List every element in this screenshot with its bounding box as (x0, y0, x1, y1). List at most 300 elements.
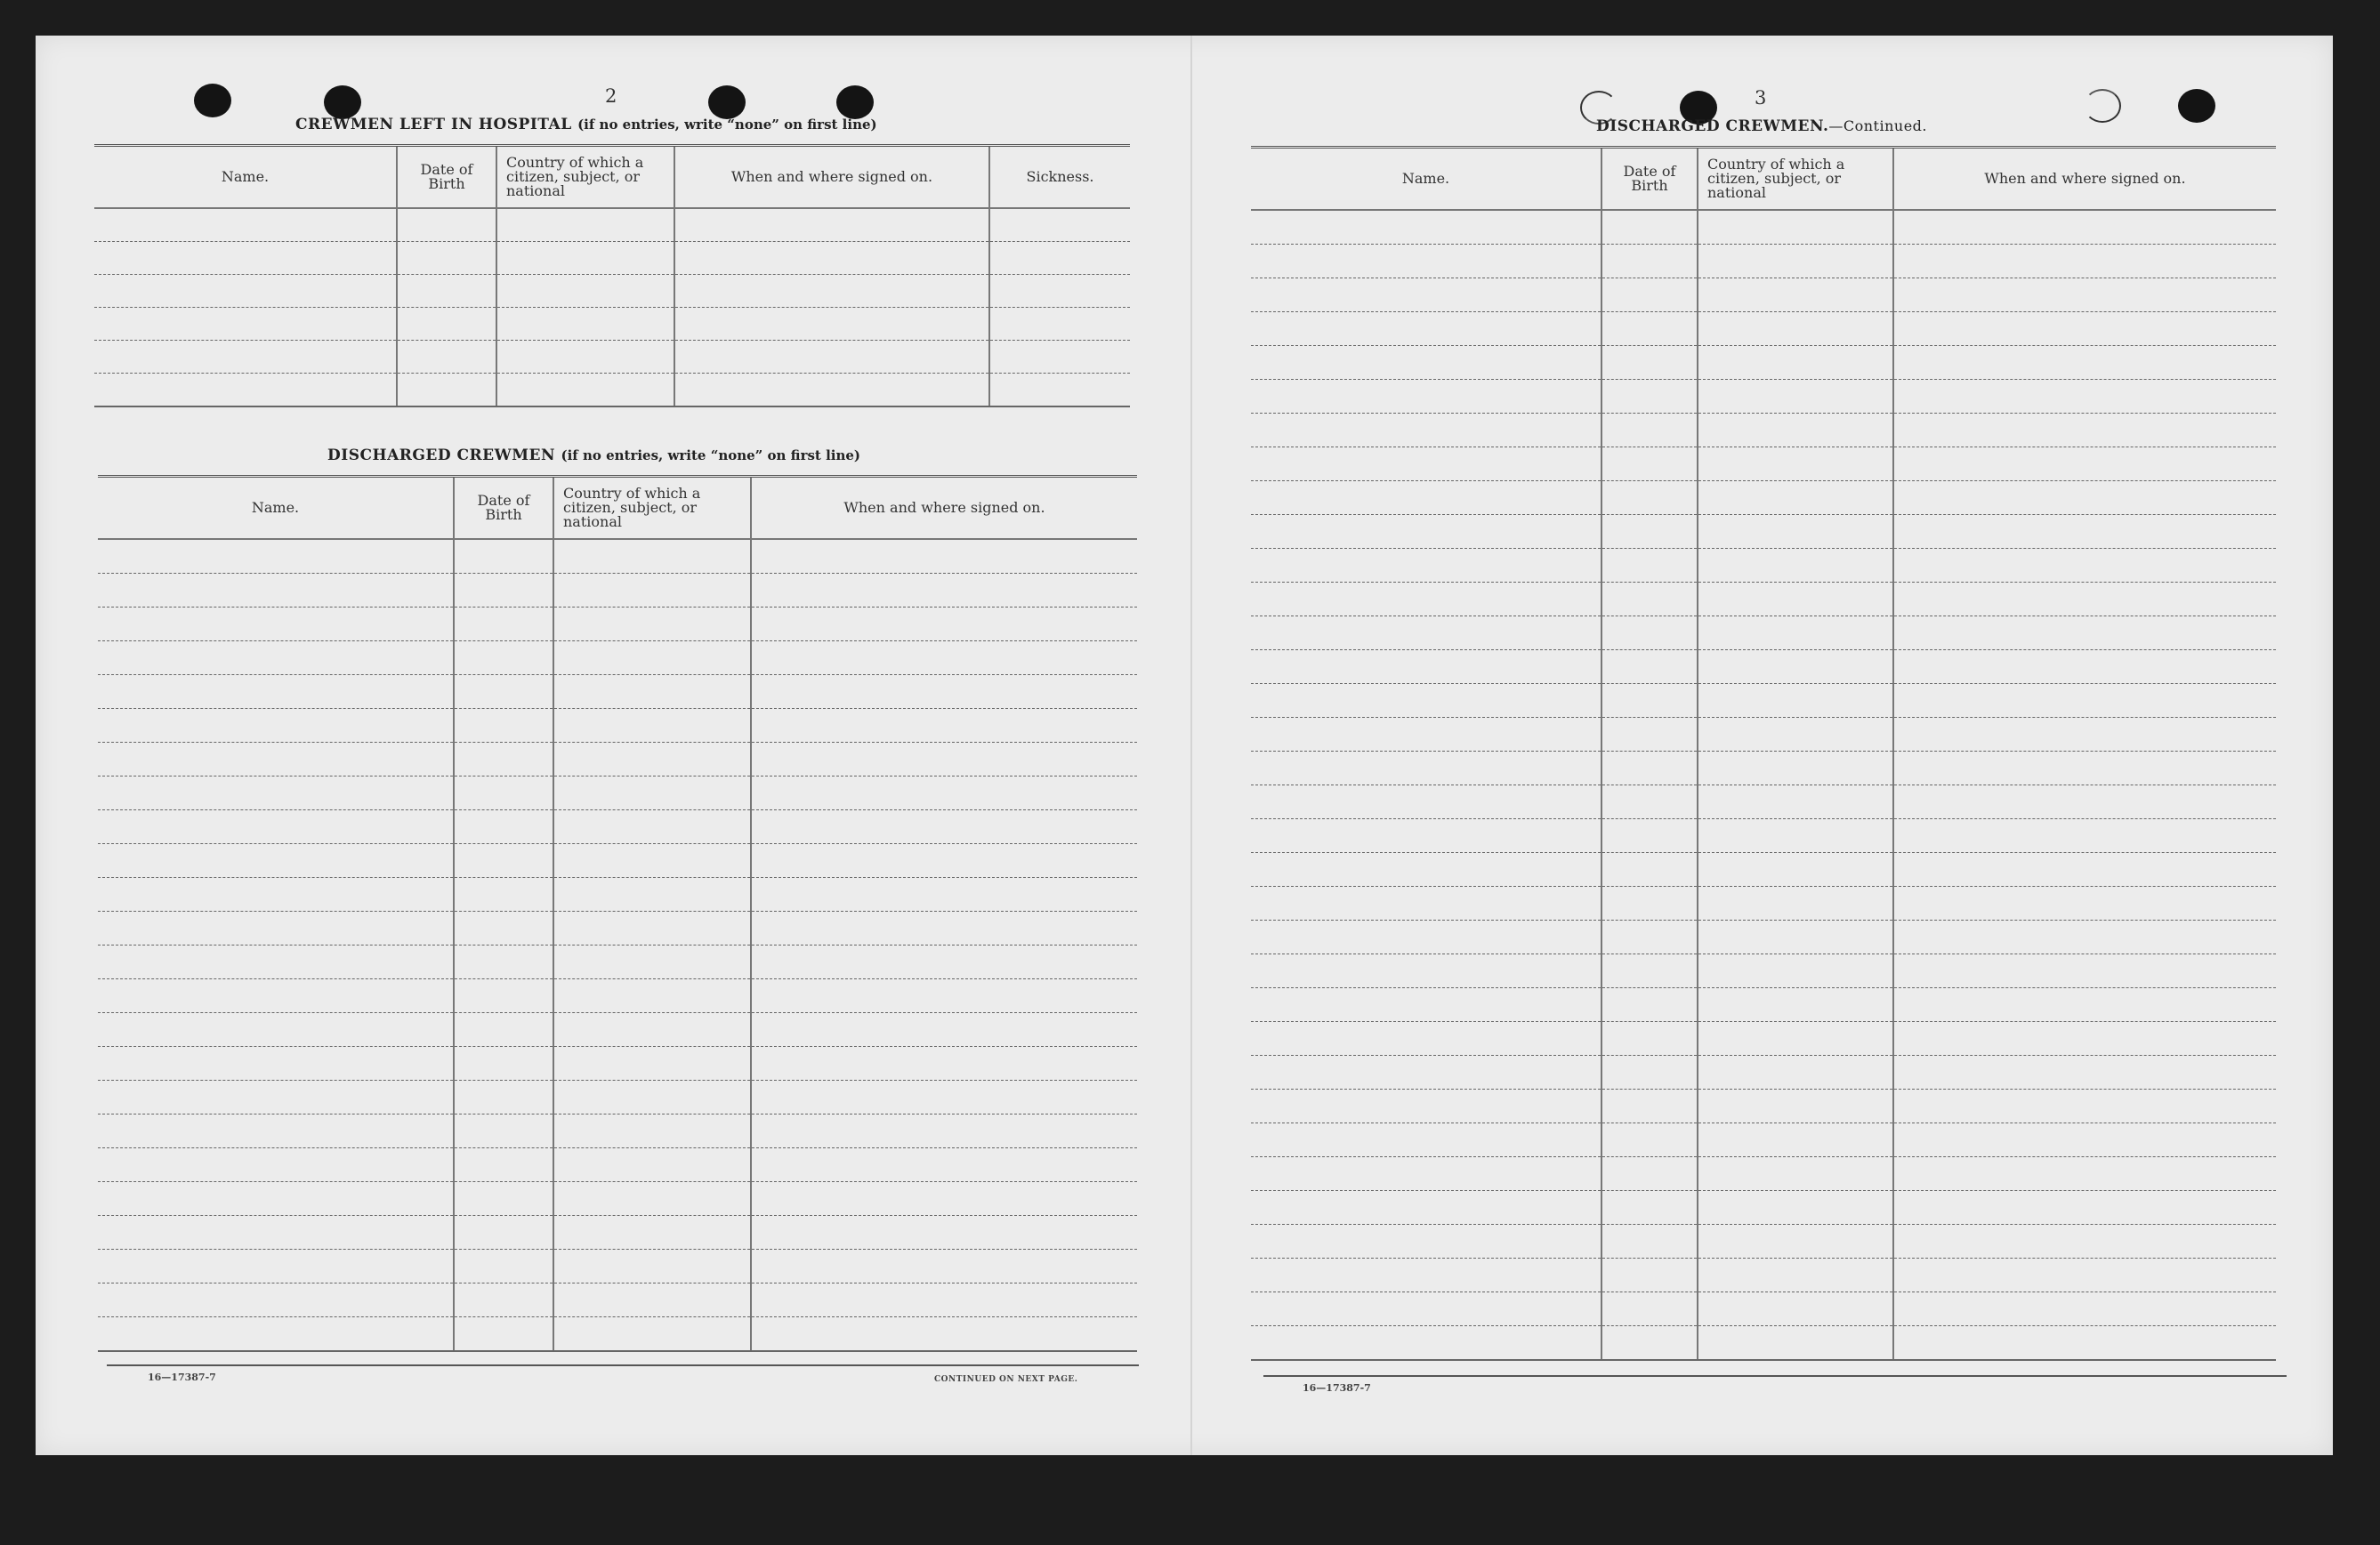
blank-form-row (1251, 988, 2276, 1022)
blank-form-row (94, 242, 1130, 275)
blank-form-cell (397, 341, 496, 374)
blank-form-cell (454, 844, 553, 878)
blank-form-cell (989, 374, 1130, 407)
blank-form-cell (1698, 481, 1893, 515)
blank-form-cell (1698, 853, 1893, 887)
hospital-instruction: (if no entries, write “none” on first line) (577, 117, 877, 133)
blank-form-cell (397, 308, 496, 341)
blank-form-cell (553, 810, 751, 844)
blank-form-row (1251, 1123, 2276, 1157)
blank-form-cell (553, 709, 751, 743)
footer-rule (107, 1364, 1139, 1366)
blank-form-cell (1893, 1157, 2276, 1191)
punch-hole (194, 84, 231, 117)
blank-form-cell (454, 777, 553, 810)
blank-form-cell (751, 810, 1137, 844)
blank-form-cell (94, 374, 397, 407)
blank-form-cell (1698, 954, 1893, 988)
blank-form-cell (751, 1081, 1137, 1114)
blank-form-cell (454, 539, 553, 574)
col-country: Country of which a citizen, subject, or national (553, 477, 751, 540)
blank-form-cell (1251, 481, 1601, 515)
blank-form-cell (454, 946, 553, 979)
blank-form-cell (1893, 718, 2276, 752)
blank-form-cell (1698, 1090, 1893, 1123)
blank-form-cell (1251, 616, 1601, 650)
blank-form-row (98, 574, 1137, 608)
blank-form-cell (1601, 921, 1698, 954)
blank-form-cell (1251, 515, 1601, 549)
punch-hole (2178, 89, 2215, 123)
blank-form-cell (1601, 1191, 1698, 1225)
blank-form-cell (1251, 1191, 1601, 1225)
blank-form-row (98, 1317, 1137, 1352)
blank-form-cell (1601, 245, 1698, 278)
blank-form-cell (1601, 1326, 1698, 1361)
blank-form-cell (454, 1114, 553, 1148)
blank-form-cell (98, 1047, 454, 1081)
blank-form-row (1251, 1090, 2276, 1123)
blank-form-cell (1251, 1123, 1601, 1157)
blank-form-cell (1251, 1157, 1601, 1191)
blank-form-cell (1601, 447, 1698, 481)
blank-form-cell (751, 878, 1137, 912)
hospital-header-row (94, 146, 1130, 209)
col-date-of-birth: Date of Birth (397, 146, 496, 209)
blank-form-cell (98, 844, 454, 878)
blank-form-row (1251, 785, 2276, 819)
blank-form-row (1251, 1225, 2276, 1259)
blank-form-row (98, 810, 1137, 844)
form-code: 16—17387-7 (1303, 1382, 1371, 1394)
col-signed-on: When and where signed on. (674, 146, 989, 209)
blank-form-cell (1601, 549, 1698, 583)
blank-form-row (1251, 853, 2276, 887)
blank-form-cell (553, 1250, 751, 1283)
blank-form-cell (98, 777, 454, 810)
blank-form-cell (454, 1216, 553, 1250)
blank-form-cell (1698, 1292, 1893, 1326)
blank-form-cell (98, 709, 454, 743)
blank-form-row (98, 912, 1137, 946)
blank-form-cell (1251, 447, 1601, 481)
blank-form-cell (1893, 1056, 2276, 1090)
blank-form-cell (98, 743, 454, 777)
blank-form-row (98, 1013, 1137, 1047)
blank-form-cell (1698, 1123, 1893, 1157)
blank-form-row (1251, 481, 2276, 515)
blank-form-cell (1251, 1259, 1601, 1292)
blank-form-cell (1251, 1090, 1601, 1123)
blank-form-cell (553, 777, 751, 810)
blank-form-cell (751, 912, 1137, 946)
blank-form-row (1251, 210, 2276, 245)
blank-form-cell (751, 946, 1137, 979)
col-name: Name. (1251, 148, 1601, 211)
blank-form-cell (454, 878, 553, 912)
blank-form-cell (1251, 988, 1601, 1022)
blank-form-row (1251, 312, 2276, 346)
blank-form-cell (1893, 1326, 2276, 1361)
blank-form-cell (1698, 785, 1893, 819)
blank-form-cell (1698, 346, 1893, 380)
punch-hole (324, 85, 361, 119)
blank-form-row (98, 844, 1137, 878)
blank-form-cell (98, 1148, 454, 1182)
blank-form-cell (98, 608, 454, 641)
blank-form-cell (989, 308, 1130, 341)
blank-form-cell (98, 946, 454, 979)
blank-form-cell (1251, 346, 1601, 380)
blank-form-cell (1893, 1225, 2276, 1259)
blank-form-cell (1698, 887, 1893, 921)
blank-form-row (1251, 954, 2276, 988)
blank-form-cell (1893, 616, 2276, 650)
blank-form-cell (94, 208, 397, 242)
left-discharged-rows (98, 539, 1137, 1351)
blank-form-cell (1251, 380, 1601, 414)
blank-form-row (1251, 549, 2276, 583)
blank-form-cell (98, 810, 454, 844)
blank-form-cell (1601, 380, 1698, 414)
blank-form-row (1251, 684, 2276, 718)
blank-form-cell (989, 242, 1130, 275)
blank-form-cell (1601, 988, 1698, 1022)
discharged-continued-header-row (1251, 148, 2276, 211)
blank-form-row (1251, 1259, 2276, 1292)
blank-form-cell (674, 374, 989, 407)
blank-form-cell (751, 1250, 1137, 1283)
blank-form-cell (98, 979, 454, 1013)
col-signed-on: When and where signed on. (1893, 148, 2276, 211)
blank-form-row (1251, 414, 2276, 447)
blank-form-cell (496, 308, 674, 341)
blank-form-cell (553, 574, 751, 608)
blank-form-cell (1251, 650, 1601, 684)
blank-form-cell (553, 1047, 751, 1081)
blank-form-cell (553, 1114, 751, 1148)
blank-form-cell (98, 878, 454, 912)
blank-form-cell (1601, 1056, 1698, 1090)
blank-form-cell (1698, 447, 1893, 481)
blank-form-cell (1251, 1022, 1601, 1056)
blank-form-cell (1893, 752, 2276, 785)
blank-form-row (98, 641, 1137, 675)
blank-form-cell (1893, 684, 2276, 718)
blank-form-row (1251, 245, 2276, 278)
blank-form-row (1251, 616, 2276, 650)
blank-form-cell (751, 574, 1137, 608)
blank-form-cell (1893, 549, 2276, 583)
blank-form-cell (1698, 650, 1893, 684)
blank-form-cell (553, 1148, 751, 1182)
left-page (36, 36, 1192, 1455)
left-discharged-table (98, 475, 1137, 1352)
blank-form-cell (751, 1148, 1137, 1182)
blank-form-cell (1251, 1326, 1601, 1361)
blank-form-cell (553, 844, 751, 878)
right-discharged-table (1251, 146, 2276, 1361)
blank-form-cell (1893, 1090, 2276, 1123)
blank-form-row (1251, 819, 2276, 853)
col-signed-on: When and where signed on. (751, 477, 1137, 540)
blank-form-row (98, 777, 1137, 810)
blank-form-cell (1698, 1225, 1893, 1259)
punch-hole-outline (2084, 89, 2121, 123)
blank-form-row (1251, 380, 2276, 414)
blank-form-cell (1893, 1259, 2276, 1292)
blank-form-cell (1698, 549, 1893, 583)
blank-form-row (98, 539, 1137, 574)
blank-form-cell (454, 709, 553, 743)
blank-form-cell (1601, 887, 1698, 921)
blank-form-cell (454, 1317, 553, 1352)
blank-form-cell (751, 1317, 1137, 1352)
blank-form-row (1251, 718, 2276, 752)
blank-form-cell (1893, 954, 2276, 988)
blank-form-cell (454, 675, 553, 709)
blank-form-cell (1251, 684, 1601, 718)
blank-form-cell (553, 912, 751, 946)
blank-form-row (1251, 278, 2276, 312)
col-name: Name. (98, 477, 454, 540)
blank-form-row (1251, 1292, 2276, 1326)
blank-form-row (94, 374, 1130, 407)
blank-form-cell (496, 374, 674, 407)
blank-form-cell (1893, 312, 2276, 346)
blank-form-row (98, 1283, 1137, 1317)
blank-form-cell (553, 878, 751, 912)
blank-form-cell (1251, 752, 1601, 785)
blank-form-cell (1251, 312, 1601, 346)
blank-form-row (98, 1182, 1137, 1216)
blank-form-cell (454, 574, 553, 608)
blank-form-cell (1601, 278, 1698, 312)
hospital-section-title (295, 116, 877, 133)
blank-form-cell (98, 1216, 454, 1250)
blank-form-cell (1601, 481, 1698, 515)
col-sickness: Sickness. (989, 146, 1130, 209)
blank-form-cell (1893, 1022, 2276, 1056)
blank-form-cell (1601, 853, 1698, 887)
page-number: 2 (605, 85, 617, 107)
blank-form-cell (1698, 1056, 1893, 1090)
continued-note: CONTINUED ON NEXT PAGE. (934, 1375, 1078, 1384)
blank-form-row (98, 1250, 1137, 1283)
blank-form-cell (1698, 1326, 1893, 1361)
blank-form-cell (989, 275, 1130, 308)
blank-form-cell (1893, 481, 2276, 515)
blank-form-cell (1893, 819, 2276, 853)
blank-form-cell (751, 539, 1137, 574)
blank-form-cell (751, 1216, 1137, 1250)
blank-form-row (98, 1216, 1137, 1250)
blank-form-row (1251, 1056, 2276, 1090)
blank-form-cell (674, 208, 989, 242)
blank-form-cell (98, 574, 454, 608)
blank-form-cell (553, 1283, 751, 1317)
blank-form-cell (1251, 1056, 1601, 1090)
blank-form-cell (751, 1283, 1137, 1317)
blank-form-cell (1893, 1292, 2276, 1326)
blank-form-cell (1698, 921, 1893, 954)
blank-form-row (98, 675, 1137, 709)
blank-form-row (98, 743, 1137, 777)
blank-form-row (1251, 447, 2276, 481)
blank-form-cell (1893, 853, 2276, 887)
blank-form-cell (1698, 380, 1893, 414)
blank-form-cell (1601, 210, 1698, 245)
blank-form-cell (1698, 278, 1893, 312)
blank-form-row (98, 1047, 1137, 1081)
blank-form-cell (553, 675, 751, 709)
blank-form-cell (1251, 414, 1601, 447)
blank-form-cell (1698, 988, 1893, 1022)
blank-form-cell (1251, 549, 1601, 583)
blank-form-row (1251, 515, 2276, 549)
col-country: Country of which a citizen, subject, or national (496, 146, 674, 209)
blank-form-row (98, 608, 1137, 641)
blank-form-cell (751, 641, 1137, 675)
blank-form-row (1251, 583, 2276, 616)
blank-form-cell (1251, 210, 1601, 245)
blank-form-row (1251, 887, 2276, 921)
blank-form-cell (751, 844, 1137, 878)
blank-form-cell (454, 1148, 553, 1182)
col-name: Name. (94, 146, 397, 209)
blank-form-row (98, 709, 1137, 743)
punch-hole (708, 85, 746, 119)
blank-form-cell (751, 709, 1137, 743)
right-page (1192, 36, 2333, 1455)
blank-form-row (1251, 1326, 2276, 1361)
blank-form-cell (454, 641, 553, 675)
blank-form-row (98, 1148, 1137, 1182)
blank-form-row (98, 1114, 1137, 1148)
blank-form-row (1251, 1022, 2276, 1056)
blank-form-cell (1601, 785, 1698, 819)
blank-form-cell (1601, 1259, 1698, 1292)
blank-form-cell (1698, 414, 1893, 447)
blank-form-row (98, 946, 1137, 979)
blank-form-cell (1251, 785, 1601, 819)
blank-form-cell (751, 743, 1137, 777)
blank-form-cell (454, 1283, 553, 1317)
blank-form-cell (1698, 515, 1893, 549)
blank-form-cell (1251, 278, 1601, 312)
blank-form-cell (1893, 887, 2276, 921)
blank-form-cell (553, 1081, 751, 1114)
blank-form-row (1251, 650, 2276, 684)
blank-form-cell (1698, 684, 1893, 718)
discharged-header-row (98, 477, 1137, 540)
discharged-instruction: (if no entries, write “none” on first line) (561, 447, 861, 463)
blank-form-cell (553, 641, 751, 675)
discharged-continued-title (1596, 117, 1927, 135)
blank-form-cell (553, 608, 751, 641)
blank-form-cell (1251, 853, 1601, 887)
blank-form-cell (1893, 447, 2276, 481)
blank-form-cell (1698, 1022, 1893, 1056)
blank-form-cell (1601, 312, 1698, 346)
blank-form-cell (1251, 583, 1601, 616)
blank-form-cell (496, 275, 674, 308)
blank-form-cell (1601, 954, 1698, 988)
blank-form-cell (98, 1081, 454, 1114)
blank-form-cell (751, 979, 1137, 1013)
form-sheet (36, 36, 2333, 1455)
blank-form-row (98, 1081, 1137, 1114)
blank-form-cell (1601, 650, 1698, 684)
footer-rule (1263, 1375, 2287, 1377)
blank-form-cell (397, 374, 496, 407)
blank-form-cell (397, 242, 496, 275)
blank-form-row (1251, 346, 2276, 380)
blank-form-row (1251, 1191, 2276, 1225)
blank-form-cell (1893, 515, 2276, 549)
blank-form-cell (1698, 616, 1893, 650)
discharged-section-title (327, 447, 860, 464)
blank-form-cell (94, 308, 397, 341)
blank-form-cell (553, 539, 751, 574)
blank-form-cell (751, 608, 1137, 641)
blank-form-cell (989, 208, 1130, 242)
blank-form-cell (98, 1317, 454, 1352)
blank-form-cell (1601, 515, 1698, 549)
blank-form-cell (1698, 1191, 1893, 1225)
blank-form-cell (1893, 1191, 2276, 1225)
blank-form-cell (98, 1250, 454, 1283)
blank-form-cell (1698, 245, 1893, 278)
blank-form-cell (1251, 1225, 1601, 1259)
blank-form-row (94, 275, 1130, 308)
blank-form-cell (1893, 988, 2276, 1022)
blank-form-cell (1251, 819, 1601, 853)
blank-form-cell (454, 1013, 553, 1047)
blank-form-cell (674, 308, 989, 341)
blank-form-cell (751, 1013, 1137, 1047)
punch-hole (836, 85, 874, 119)
blank-form-cell (1251, 921, 1601, 954)
blank-form-cell (454, 1081, 553, 1114)
blank-form-cell (1893, 278, 2276, 312)
blank-form-cell (553, 1317, 751, 1352)
blank-form-cell (98, 675, 454, 709)
blank-form-cell (1601, 346, 1698, 380)
blank-form-cell (1251, 718, 1601, 752)
blank-form-cell (1601, 616, 1698, 650)
blank-form-cell (397, 208, 496, 242)
col-date-of-birth: Date of Birth (1601, 148, 1698, 211)
blank-form-row (1251, 1157, 2276, 1191)
blank-form-cell (454, 979, 553, 1013)
blank-form-cell (1698, 752, 1893, 785)
blank-form-cell (1893, 380, 2276, 414)
blank-form-cell (1698, 312, 1893, 346)
blank-form-cell (674, 242, 989, 275)
blank-form-cell (1601, 1090, 1698, 1123)
blank-form-cell (1698, 210, 1893, 245)
blank-form-cell (1893, 210, 2276, 245)
blank-form-cell (1601, 1123, 1698, 1157)
blank-form-cell (1251, 1292, 1601, 1326)
blank-form-cell (98, 539, 454, 574)
col-country: Country of which a citizen, subject, or national (1698, 148, 1893, 211)
blank-form-cell (553, 946, 751, 979)
blank-form-row (1251, 752, 2276, 785)
blank-form-cell (1893, 414, 2276, 447)
blank-form-cell (553, 979, 751, 1013)
